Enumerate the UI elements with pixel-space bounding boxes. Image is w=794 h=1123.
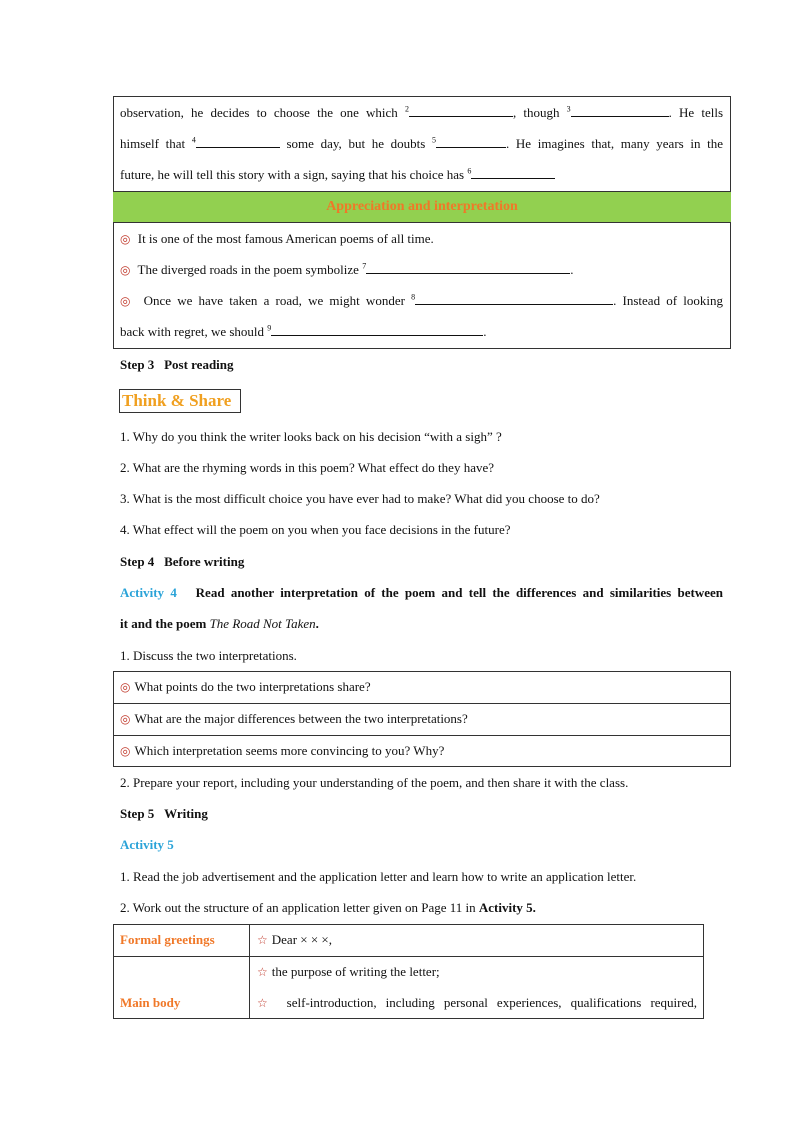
question-4: 4. What effect will the poem on you when you face decisions in the future? [120,522,511,537]
discussion-row-2: ◎ What are the major differences between the two interpretations? [120,711,468,726]
answer-blank-7[interactable] [366,261,570,274]
star-outline-icon: ☆ [257,933,268,947]
activity5-label: Activity 5 [120,837,174,852]
appreciation-bullet-2: ◎ The diverged roads in the poem symbolize $^7$ . [120,261,574,277]
section-header-appreciation: Appreciation and interpretation [113,191,731,223]
main-body-label: Main body [120,995,181,1010]
activity4-line-1: Activity 4 Read another interpretation of the poem and tell the differences and similarities between [120,585,724,600]
summary-line-3: future, he will tell this story with a sign, saying that his choice has $^6$ [120,166,555,184]
discussion-row-1: ◎ What points do the two interpretations share? [120,679,371,694]
appreciation-bullet-1: ◎ It is one of the most famous American poems of all time. [120,231,434,246]
writing-item-2: 2. Work out the structure of an application letter given on Page 11 in Activity 5. [120,900,536,915]
prepare-instruction: 2. Prepare your report, including your understanding of the poem, and then share it with the class. [120,775,629,790]
main-body-item-2: ☆ self-introduction, including personal experiences, qualifications required, [257,995,697,1010]
double-circle-icon: ◎ [120,263,131,277]
answer-blank-8[interactable] [415,292,613,305]
summary-line-2: himself that $^4$ some day, but he doubts $^5$ . He imagines that, many years in the [120,135,724,151]
appreciation-bullet-3-cont: back with regret, we should $^9$ . [120,323,487,339]
formal-greetings-value: ☆ Dear × × ×, [257,932,333,947]
answer-blank-9[interactable] [271,323,483,336]
answer-blank-5[interactable] [436,135,506,148]
main-body-item-1: ☆ the purpose of writing the letter; [257,964,440,979]
double-circle-icon: ◎ [120,232,131,246]
double-circle-icon: ◎ [120,294,134,308]
think-share-label: Think & Share [119,389,241,413]
double-circle-icon: ◎ [120,680,131,694]
answer-blank-4[interactable] [196,135,280,148]
discuss-instruction: 1. Discuss the two interpretations. [120,648,297,663]
appreciation-bullet-3: ◎ Once we have taken a road, we might wonder $^8$ . Instead of looking [120,292,723,308]
double-circle-icon: ◎ [120,744,131,758]
summary-line-1: observation, he decides to choose the one which $^2$ , though $^3$ . He tells [120,104,724,120]
question-2: 2. What are the rhyming words in this poem? What effect do they have? [120,460,494,475]
answer-blank-3[interactable] [571,104,669,117]
double-circle-icon: ◎ [120,712,131,726]
step4-heading: Step 4 Before writing [120,554,245,569]
star-outline-icon: ☆ [257,996,274,1010]
step5-heading: Step 5 Writing [120,806,208,821]
activity4-line-2: it and the poem The Road Not Taken. [120,616,319,631]
step3-heading: Step 3 Post reading [120,357,234,372]
star-outline-icon: ☆ [257,965,268,979]
question-3: 3. What is the most difficult choice you have ever had to make? What did you choose to do? [120,491,600,506]
discussion-row-3: ◎ Which interpretation seems more convincing to you? Why? [120,743,445,758]
answer-blank-2[interactable] [409,104,513,117]
formal-greetings-label: Formal greetings [120,932,215,947]
question-1: 1. Why do you think the writer looks back on his decision “with a sigh” ? [120,429,502,444]
writing-item-1: 1. Read the job advertisement and the application letter and learn how to write an application letter. [120,869,637,884]
answer-blank-6[interactable] [471,166,555,179]
poem-title: The Road Not Taken [209,616,316,631]
